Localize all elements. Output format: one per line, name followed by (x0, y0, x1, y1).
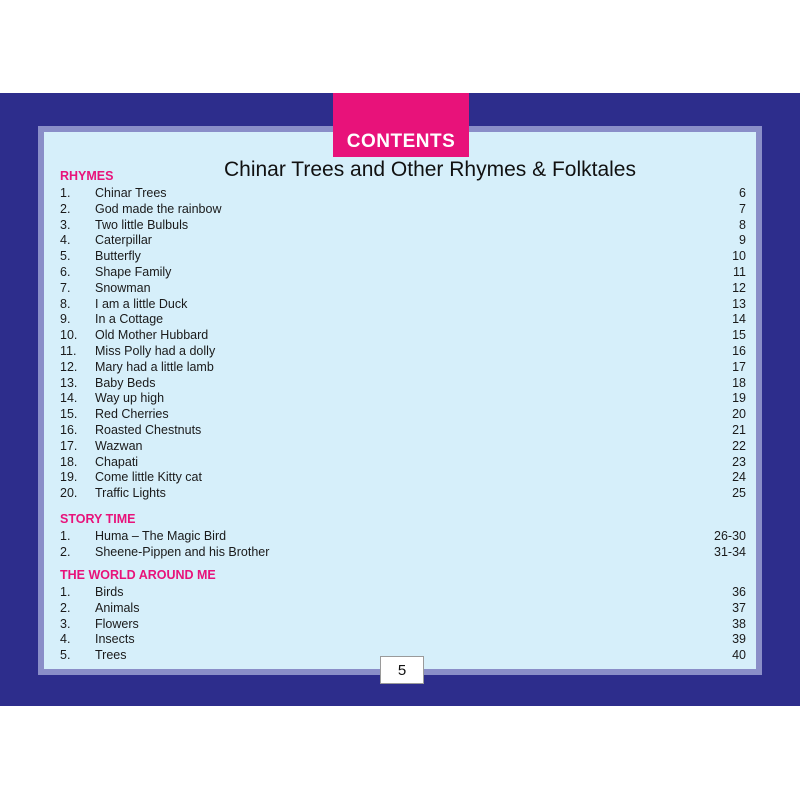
entry-title: Animals (95, 600, 140, 615)
entry-page: 21 (732, 423, 746, 437)
entry-page: 25 (732, 486, 746, 501)
toc-entry (60, 360, 746, 376)
entry-title: Wazwan (95, 438, 143, 453)
entry-title: Insects (95, 632, 135, 647)
entry-title: Red Cherries (95, 407, 169, 422)
entry-title: Sheene-Pippen and his Brother (95, 544, 270, 559)
entry-page: 39 (732, 632, 746, 647)
toc-entry (60, 585, 746, 601)
entry-page: 8 (739, 217, 746, 232)
toc-entry (60, 233, 746, 249)
entry-title: Two little Bulbuls (95, 217, 189, 232)
entry-number: 17. (60, 438, 78, 453)
entry-page: 10 (732, 249, 746, 264)
entry-page: 37 (732, 600, 746, 615)
entry-page: 6 (739, 186, 746, 200)
entry-number: 20. (60, 486, 78, 501)
entry-title: Butterfly (95, 249, 141, 264)
toc-entry (60, 186, 746, 202)
entry-number: 1. (60, 585, 71, 599)
entry-number: 1. (60, 529, 71, 543)
entry-title: Old Mother Hubbard (95, 328, 209, 343)
entry-title: Flowers (95, 616, 139, 631)
entry-page: 40 (732, 648, 746, 663)
toc-entry (60, 391, 746, 407)
entry-title: Miss Polly had a dolly (95, 344, 216, 358)
entry-page: 19 (732, 391, 746, 406)
entry-title: Chinar Trees (95, 186, 167, 200)
toc-entry (60, 265, 746, 281)
entry-page: 12 (732, 280, 746, 295)
entry-number: 5. (60, 648, 71, 663)
entry-number: 5. (60, 249, 71, 264)
entry-page: 11 (733, 265, 746, 279)
entry-number: 15. (60, 407, 78, 422)
entry-number: 19. (60, 470, 78, 485)
entry-title: I am a little Duck (95, 296, 188, 311)
toc-entry (60, 218, 746, 234)
entry-title: Roasted Chestnuts (95, 423, 202, 437)
entry-number: 13. (60, 375, 78, 390)
toc-entry (60, 344, 746, 360)
entry-title: Trees (95, 648, 127, 663)
toc-entry (60, 529, 746, 545)
entry-page: 22 (732, 438, 746, 453)
entry-number: 6. (60, 265, 71, 279)
toc-entry (60, 470, 746, 486)
entry-title: Mary had a little lamb (95, 359, 214, 374)
entry-page: 13 (732, 296, 746, 311)
entry-page: 17 (732, 359, 746, 374)
section-heading: THE WORLD AROUND ME (60, 568, 216, 582)
section-heading: RHYMES (60, 169, 114, 183)
toc-entry (60, 617, 746, 633)
entry-page: 24 (732, 470, 746, 485)
entry-number: 18. (60, 454, 78, 469)
entry-title: Come little Kitty cat (95, 470, 202, 485)
toc-entry (60, 601, 746, 617)
toc-entry (60, 312, 746, 328)
entry-number: 3. (60, 217, 71, 232)
entry-title: Traffic Lights (95, 486, 166, 501)
section-heading: STORY TIME (60, 512, 136, 526)
entry-page: 23 (732, 454, 746, 469)
entry-title: Shape Family (95, 265, 172, 279)
entry-number: 2. (60, 544, 71, 559)
entry-page: 20 (732, 407, 746, 422)
entry-page: 14 (732, 312, 746, 327)
entry-number: 2. (60, 600, 71, 615)
entry-title: Chapati (95, 454, 139, 469)
contents-tab-label: CONTENTS (346, 131, 456, 152)
entry-page: 18 (732, 375, 746, 390)
entry-number: 8. (60, 296, 71, 311)
entry-number: 4. (60, 632, 71, 647)
toc-entry (60, 297, 746, 313)
entry-page: 26-30 (714, 529, 746, 543)
entry-number: 9. (60, 312, 71, 327)
entry-number: 16. (60, 423, 78, 437)
entry-title: Way up high (95, 391, 165, 406)
toc-entry (60, 202, 746, 218)
entry-number: 12. (60, 359, 78, 374)
entry-number: 7. (60, 280, 71, 295)
entry-title: God made the rainbow (95, 201, 222, 216)
entry-page: 16 (732, 344, 746, 358)
toc-entry (60, 249, 746, 265)
entry-page: 36 (732, 585, 746, 599)
toc-entry (60, 281, 746, 297)
entry-page: 9 (739, 233, 746, 248)
toc-entry (60, 376, 746, 392)
toc-entry (60, 328, 746, 344)
entry-title: In a Cottage (95, 312, 164, 327)
entry-title: Caterpillar (95, 233, 152, 248)
book-title: Chinar Trees and Other Rhymes & Folktales (223, 158, 636, 181)
entry-title: Baby Beds (95, 375, 156, 390)
entry-number: 14. (60, 391, 78, 406)
entry-number: 3. (60, 616, 71, 631)
entry-number: 2. (60, 201, 71, 216)
toc-entry (60, 632, 746, 648)
entry-number: 10. (60, 328, 78, 343)
page-number: 5 (380, 656, 424, 684)
entry-title: Huma – The Magic Bird (95, 529, 227, 543)
entry-number: 1. (60, 186, 71, 200)
toc-entry (60, 407, 746, 423)
entry-number: 4. (60, 233, 71, 248)
toc-entry (60, 439, 746, 455)
entry-page: 31-34 (714, 544, 746, 559)
entry-title: Snowman (95, 280, 151, 295)
entry-page: 38 (732, 616, 746, 631)
entry-number: 11. (60, 344, 77, 358)
toc-entry (60, 545, 746, 561)
entry-title: Birds (95, 585, 124, 599)
toc-entry (60, 486, 746, 502)
entry-page: 15 (732, 328, 746, 343)
toc-entry (60, 423, 746, 439)
entry-page: 7 (739, 201, 746, 216)
toc-entry (60, 455, 746, 471)
